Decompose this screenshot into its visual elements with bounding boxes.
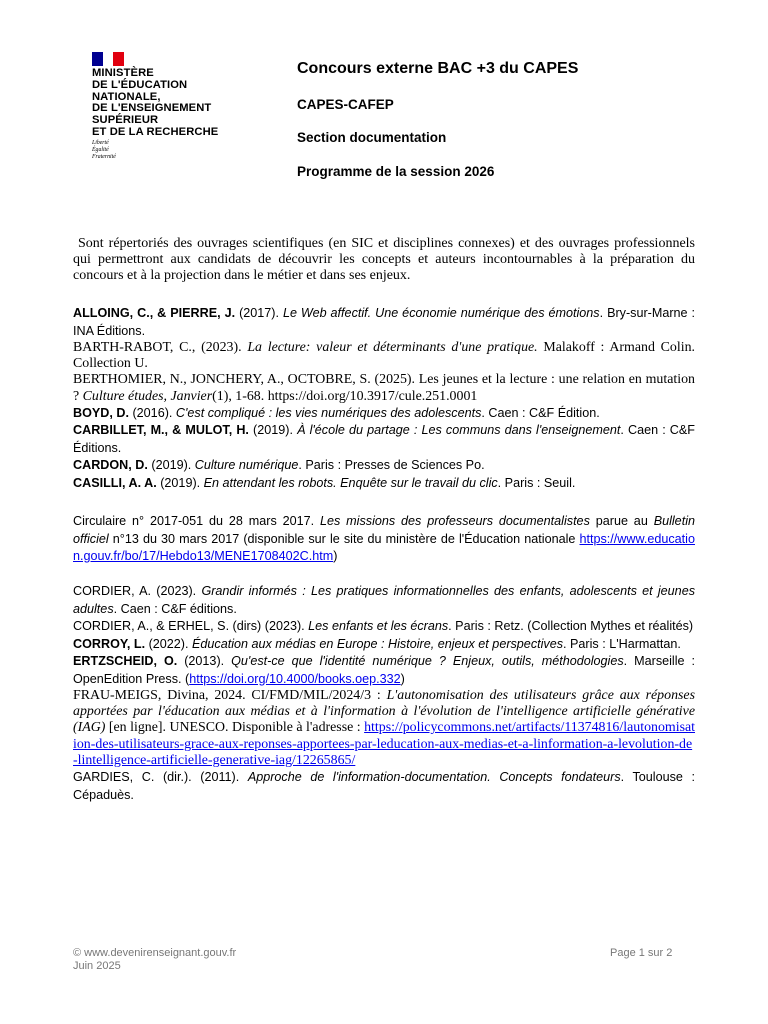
reference-item: CORDIER, A. (2023). Grandir informés : Les pratiques informationnelles des enfants, adolescents et jeunes adultes. Caen : C&F éditions. bbox=[73, 584, 695, 616]
reference-item: Circulaire n° 2017-051 du 28 mars 2017. Les missions des professeurs documentalistes parue au Bulletin officiel n°13 du 30 mars 2017 (disponible sur le site du ministère de l'Éducation nationale https://www.education.gouv.fr/bo/17/Hebdo13/MENE1708402C.htm) bbox=[73, 514, 695, 563]
ertzscheid-link[interactable]: https://doi.org/10.4000/books.oep.332 bbox=[189, 671, 401, 686]
section-heading: Section documentation bbox=[297, 130, 447, 145]
reference-item: ERTZSCHEID, O. (2013). Qu'est-ce que l'identité numérique ? Enjeux, outils, méthodologies. Marseille : OpenEdition Press. (https://doi.org/10.4000/books.oep.332) bbox=[73, 654, 696, 686]
republic-motto: Liberté Égalité Fraternité bbox=[92, 140, 116, 160]
reference-item: CASILLI, A. A. (2019). En attendant les robots. Enquête sur le travail du clic. Paris : Seuil. bbox=[73, 475, 576, 490]
page-title: Concours externe BAC +3 du CAPES bbox=[297, 60, 579, 77]
reference-item: BOYD, D. (2016). C'est compliqué : les vies numériques des adolescents. Caen : C&F Édition. bbox=[73, 405, 600, 420]
programme-heading: Programme de la session 2026 bbox=[297, 164, 495, 179]
reference-item: BARTH-RABOT, C., (2023). La lecture: valeur et déterminants d'une pratique. Malakoff : Armand Colin. Collection U. bbox=[73, 340, 695, 372]
reference-item: CORROY, L. (2022). Éducation aux médias en Europe : Histoire, enjeux et perspectives. Paris : L'Harmattan. bbox=[73, 636, 681, 651]
reference-item: CORDIER, A., & ERHEL, S. (dirs) (2023). Les enfants et les écrans. Paris : Retz. (Collection Mythes et réalités) bbox=[73, 619, 694, 633]
exam-subtitle: CAPES-CAFEP bbox=[297, 97, 394, 112]
footer-site: © www.devenirenseignant.gouv.fr bbox=[73, 947, 237, 959]
footer-left bbox=[73, 947, 236, 973]
ministry-logo bbox=[88, 52, 238, 172]
reference-item: BERTHOMIER, N., JONCHERY, A., OCTOBRE, S. (2025). Les jeunes et la lecture : une relation en mutation ? Culture études, Janvier(1), 1-68. https://doi.org/10.3917/cule.251.0001 bbox=[73, 372, 695, 404]
reference-item: CARDON, D. (2019). Culture numérique. Paris : Presses de Sciences Po. bbox=[73, 458, 485, 473]
circulaire-link[interactable]: https://www.education.gouv.fr/bo/17/Hebdo13/MENE1708402C.htm bbox=[73, 531, 695, 563]
reference-item: GARDIES, C. (dir.). (2011). Approche de l'information-documentation. Concepts fondateurs. Toulouse : Cépaduès. bbox=[73, 770, 695, 802]
circulaire-block bbox=[73, 513, 695, 566]
page-number: Page 1 sur 2 bbox=[610, 947, 673, 959]
reference-item: CARBILLET, M., & MULOT, H. (2019). À l'école du partage : Les communs dans l'enseignement. Caen : C&F Éditions. bbox=[73, 423, 695, 455]
reference-list-1 bbox=[73, 305, 695, 492]
reference-item: ALLOING, C., & PIERRE, J. (2017). Le Web affectif. Une économie numérique des émotions. Bry-sur-Marne : INA Éditions. bbox=[73, 306, 696, 338]
unesco-link[interactable]: https://policycommons.net/artifacts/11374816/lautonomisation-des-utilisateurs-grace-aux-reponses-apportees-par-leducation-aux-medias-et-a-linformation-a-levolution-de-lintelligence-artificielle-generative-iag/12265865/ bbox=[73, 720, 695, 768]
ministry-name: MINISTÈRE DE L'ÉDUCATION NATIONALE, DE L'ENSEIGNEMENT SUPÉRIEUR ET DE LA RECHERCHE bbox=[92, 67, 219, 138]
reference-item: FRAU-MEIGS, Divina, 2024. CI/FMD/MIL/2024/3 : L'autonomisation des utilisateurs grâce aux réponses apportées par l'éducation aux médias et à l'information à l'évolution de l'intelligence artificielle générative (IAG) [en ligne]. UNESCO. Disponible à l'adresse : https://policycommons.net/artifacts/11374816/lautonomisation-des-utilisateurs-grace-aux-reponses-apportees-par-leducation-aux-medias-et-a-linformation-a-levolution-de-lintelligence-artificielle-generative-iag/12265865/ bbox=[73, 688, 695, 768]
footer-date: Juin 2025 bbox=[73, 960, 121, 972]
french-flag-icon bbox=[92, 52, 124, 66]
intro-paragraph: Sont répertoriés des ouvrages scientifiques (en SIC et disciplines connexes) et des ouvrages professionnels qui permettront aux candidats de découvrir les concepts et auteurs incontournables à la préparation du concours et à la projection dans le métier et dans ses enjeux. bbox=[73, 236, 695, 283]
reference-list-2 bbox=[73, 583, 695, 804]
